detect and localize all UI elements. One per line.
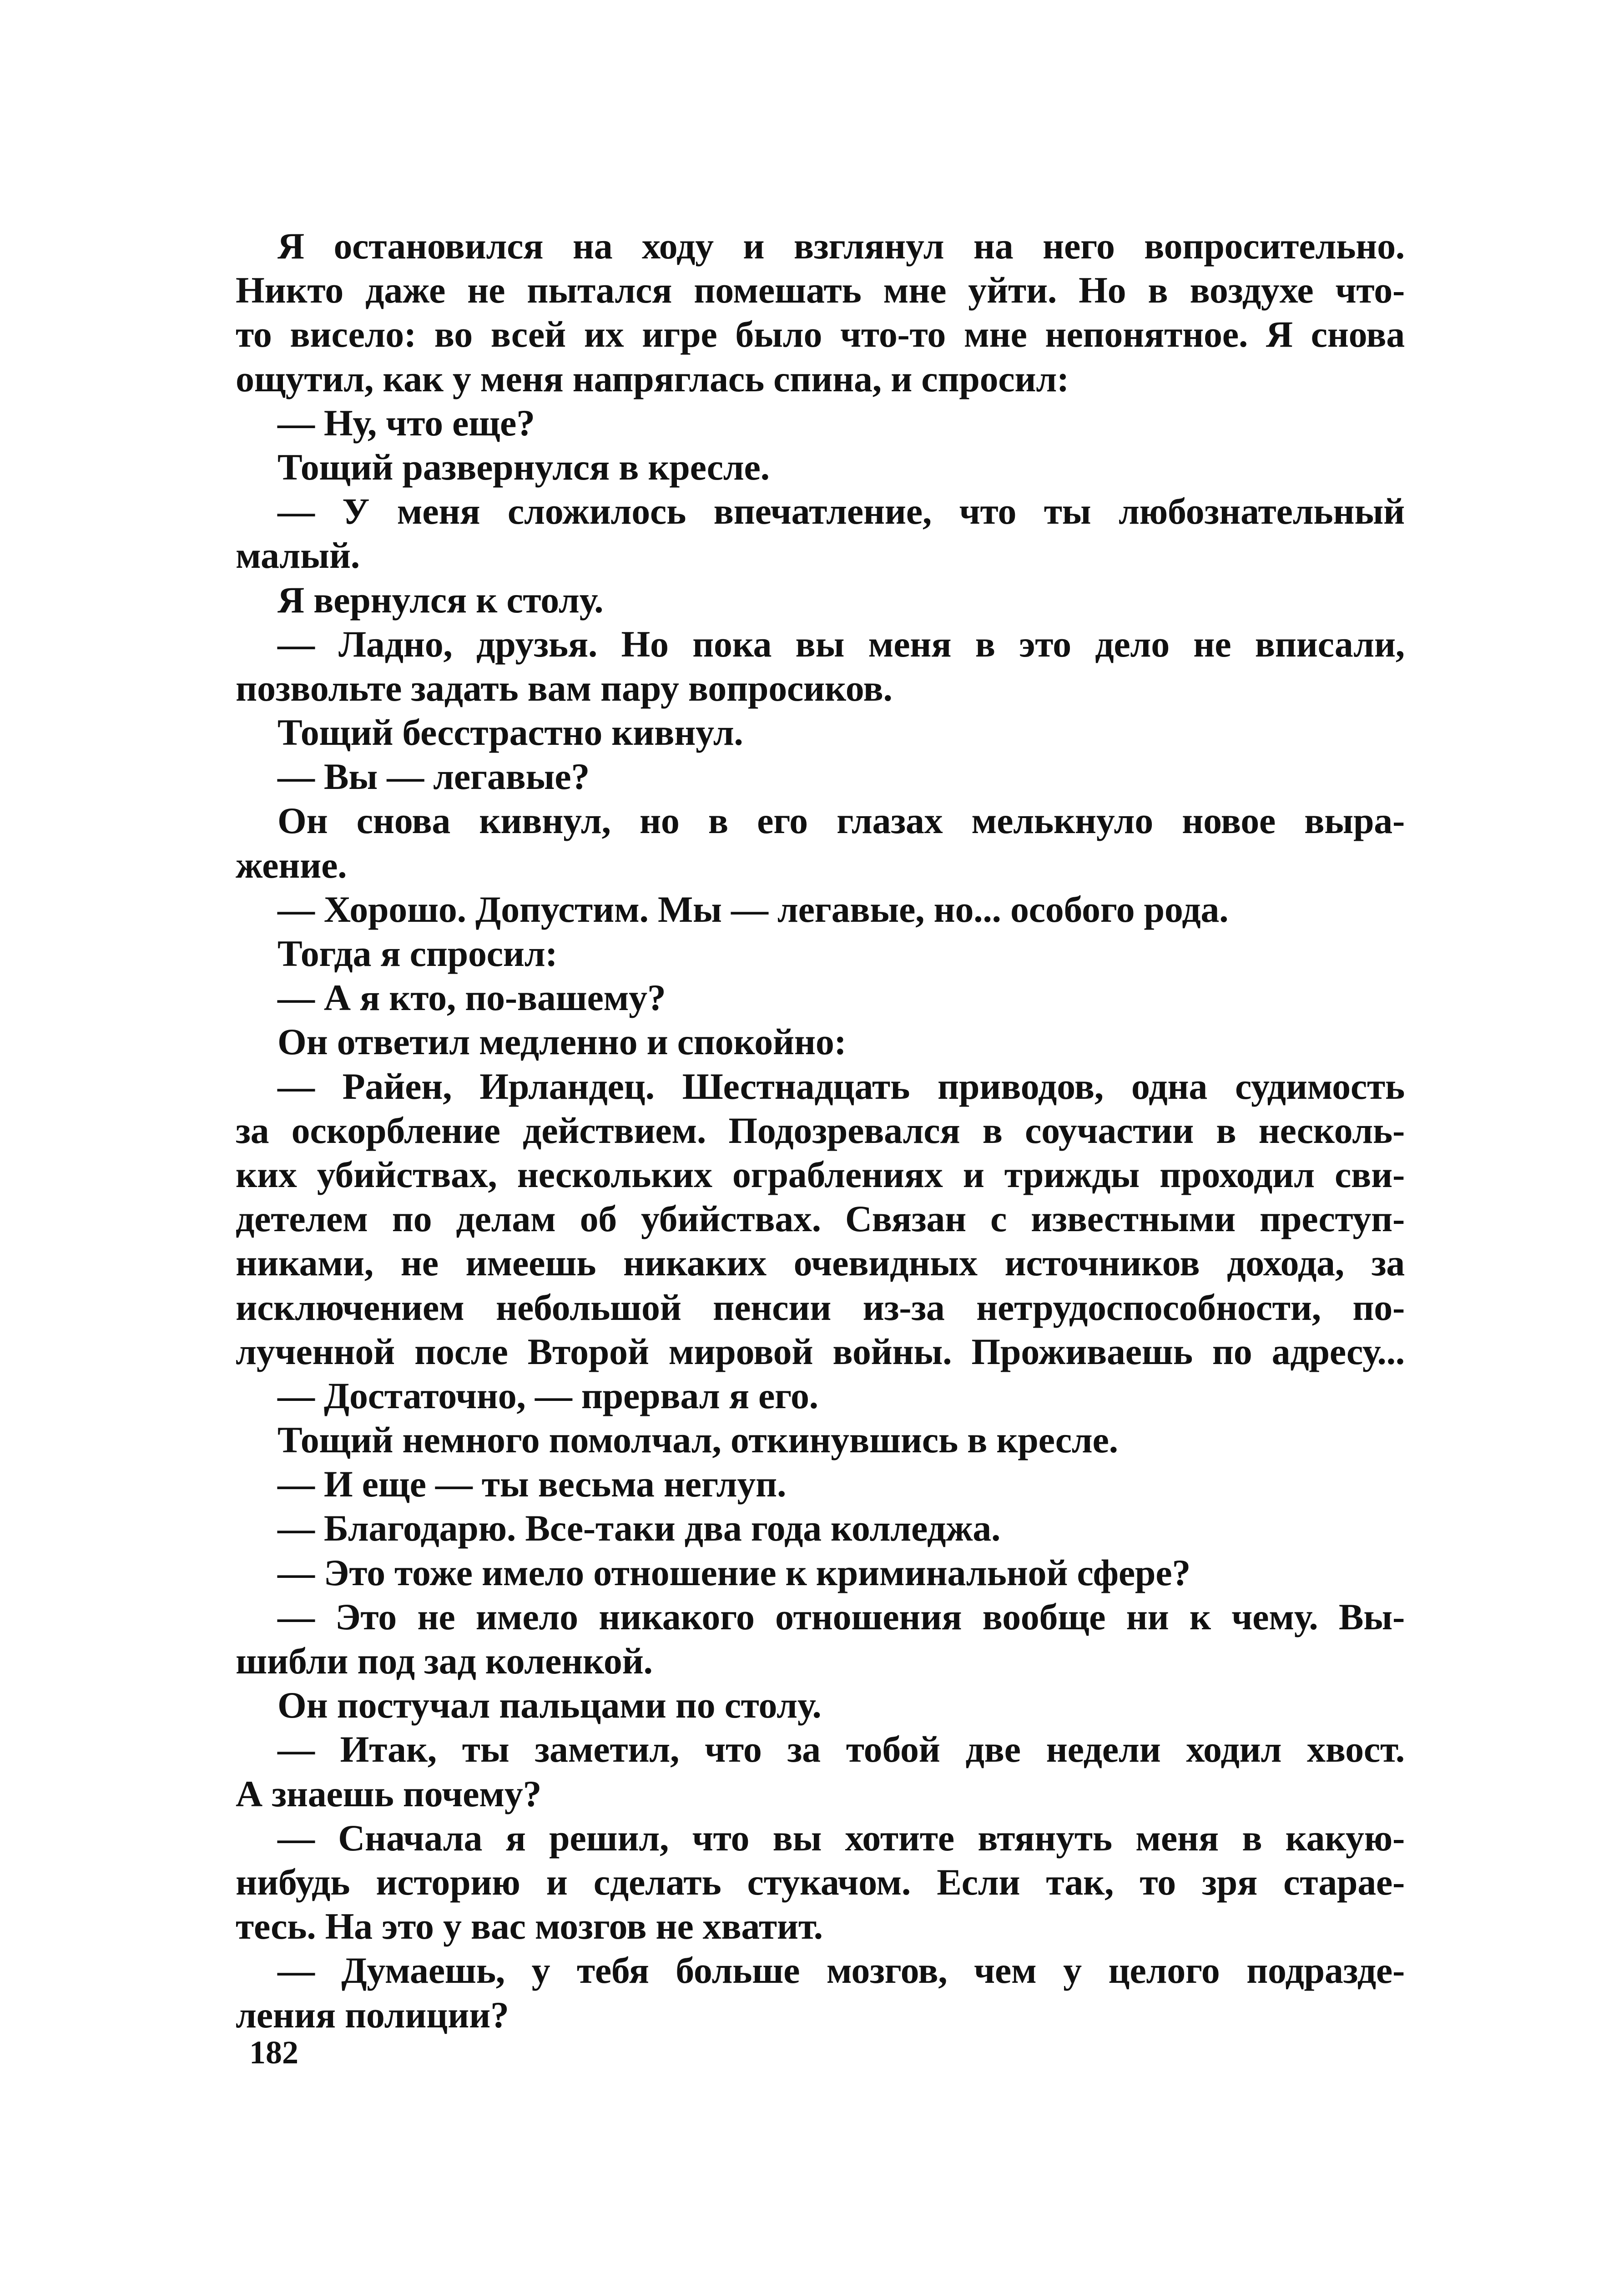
text-line: — И еще — ты весьма неглуп. [277, 1463, 787, 1505]
text-line: — А я кто, по-вашему? [277, 977, 666, 1019]
text-line: лученной после Второй мировой войны. Проживаешь по адресу... [236, 1330, 1405, 1372]
text-line: шибли под зад коленкой. [236, 1640, 653, 1682]
text-line: Тощий развернулся в кресле. [277, 446, 770, 488]
text-line: Он снова кивнул, но в его глазах мелькнуло новое выра- [277, 800, 1405, 842]
text-line: нибудь историю и сделать стукачом. Если так, то зря старае- [236, 1861, 1405, 1903]
text-line: — Это тоже имело отношение к криминальной сфере? [277, 1551, 1191, 1593]
text-line: Никто даже не пытался помешать мне уйти. Но в воздухе что- [236, 269, 1405, 311]
text-line: Тощий немного помолчал, откинувшись в кресле. [277, 1419, 1118, 1461]
text-line: — Ну, что еще? [277, 402, 535, 444]
text-line: ких убийствах, нескольких ограблениях и трижды проходил сви- [236, 1153, 1405, 1195]
text-line: — У меня сложилось впечатление, что ты любознательный [277, 490, 1405, 532]
body-text [236, 224, 1405, 2037]
text-line: А знаешь почему? [236, 1773, 542, 1814]
text-line: — Итак, ты заметил, что за тобой две недели ходил хвост. [277, 1728, 1405, 1770]
text-line: — Хорошо. Допустим. Мы — легавые, но... особого рода. [277, 888, 1229, 930]
text-line: Он постучал пальцами по столу. [277, 1684, 822, 1726]
text-line: ощутил, как у меня напряглась спина, и спросил: [236, 358, 1069, 399]
text-line: тесь. На это у вас мозгов не хватит. [236, 1905, 823, 1947]
text-line: жение. [236, 844, 347, 886]
text-line: малый. [236, 535, 360, 576]
text-line: то висело: во всей их игре было что-то мне непонятное. Я снова [236, 313, 1405, 355]
text-line: — Вы — легавые? [277, 756, 590, 798]
text-line: — Райен, Ирландец. Шестнадцать приводов, одна судимость [277, 1065, 1405, 1107]
text-line: — Думаешь, у тебя больше мозгов, чем у целого подразде- [277, 1950, 1405, 1991]
text-line: за оскорбление действием. Подозревался в соучастии в несколь- [236, 1109, 1405, 1151]
text-line: Тогда я спросил: [277, 933, 558, 974]
text-line: Я вернулся к столу. [277, 579, 604, 621]
text-line: Он ответил медленно и спокойно: [277, 1021, 847, 1063]
text-line: — Достаточно, — прервал я его. [277, 1375, 818, 1416]
text-line: — Благодарю. Все-таки два года колледжа. [277, 1507, 1001, 1549]
text-line: исключением небольшой пенсии из-за нетрудоспособности, по- [236, 1286, 1405, 1328]
text-line: никами, не имеешь никаких очевидных источников дохода, за [236, 1242, 1405, 1284]
text-line: — Сначала я решил, что вы хотите втянуть меня в какую- [277, 1817, 1405, 1859]
text-line: детелем по делам об убийствах. Связан с известными преступ- [236, 1198, 1405, 1240]
text-line: — Ладно, друзья. Но пока вы меня в это дело не вписали, [277, 623, 1405, 665]
text-line: позвольте задать вам пару вопросиков. [236, 667, 893, 709]
text-line: Я остановился на ходу и взглянул на него вопросительно. [277, 225, 1405, 267]
text-line: Тощий бесстрастно кивнул. [277, 712, 743, 753]
text-line: — Это не имело никакого отношения вообще ни к чему. Вы- [277, 1596, 1405, 1637]
page-number: 182 [249, 2034, 298, 2071]
text-line: ления полиции? [236, 1994, 509, 2036]
